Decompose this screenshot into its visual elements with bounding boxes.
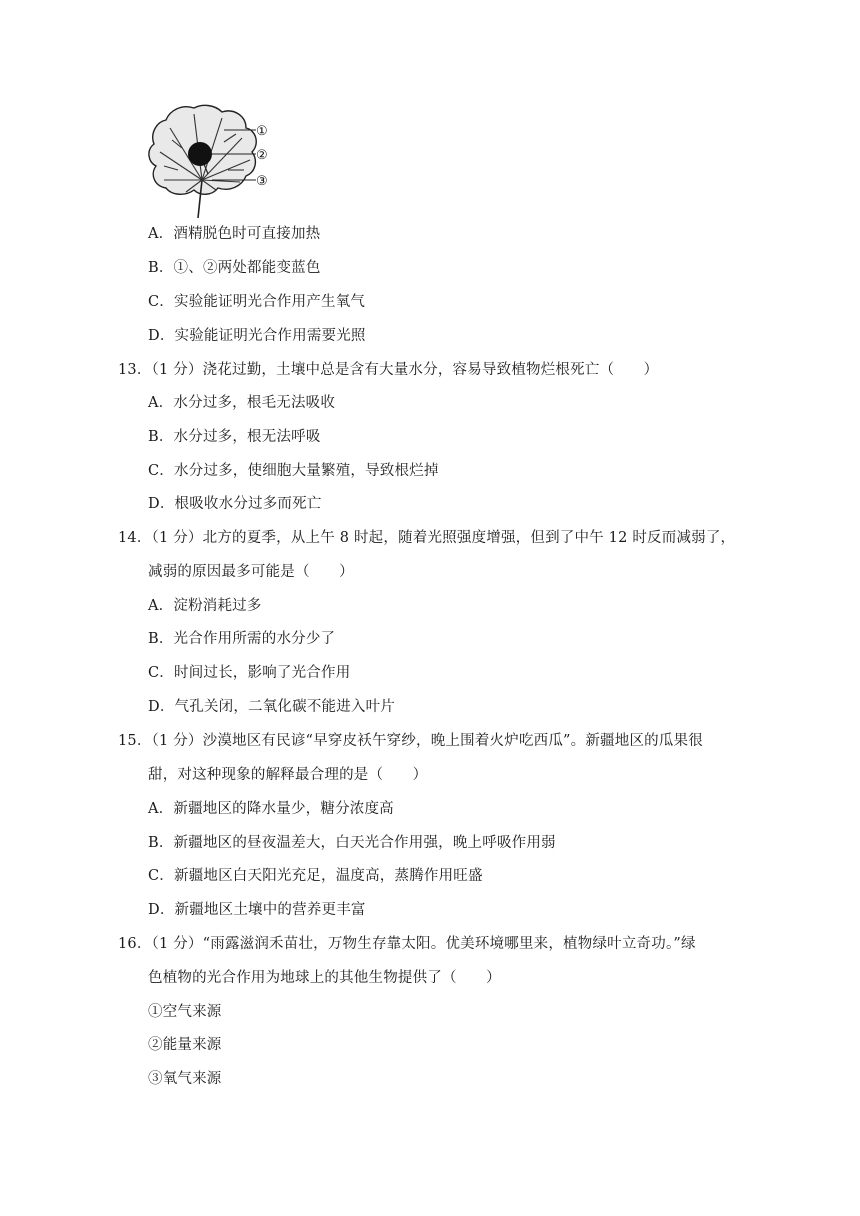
- q15-option-d: D．新疆地区土壤中的营养更丰富: [148, 902, 366, 918]
- q13-option-d: D．根吸收水分过多而死亡: [148, 496, 322, 512]
- q15-option-b: B．新疆地区的昼夜温差大，白天光合作用强，晚上呼吸作用弱: [148, 835, 556, 851]
- q14-option-c: C．时间过长，影响了光合作用: [148, 665, 351, 681]
- q16-item-1: ①空气来源: [148, 1004, 222, 1020]
- q12-option-d: D．实验能证明光合作用需要光照: [148, 328, 366, 344]
- q13-option-b: B．水分过多，根无法呼吸: [148, 429, 321, 445]
- q14-stem-line2: 减弱的原因最多可能是（ ）: [148, 564, 354, 580]
- q14-option-d: D．气孔关闭，二氧化碳不能进入叶片: [148, 699, 396, 715]
- q13-option-c: C．水分过多，使细胞大量繁殖，导致根烂掉: [148, 463, 439, 479]
- q14-stem-line1: 14．（1 分）北方的夏季，从上午 8 时起，随着光照强度增强，但到了中午 12 时反而减弱了，: [118, 530, 736, 546]
- q14-option-b: B．光合作用所需的水分少了: [148, 631, 336, 647]
- q15-option-c: C．新疆地区白天阳光充足，温度高，蒸腾作用旺盛: [148, 868, 483, 884]
- figure-label-1: ①: [256, 124, 268, 139]
- q14-option-a: A．淀粉消耗过多: [148, 598, 262, 614]
- q15-option-a: A．新疆地区的降水量少，糖分浓度高: [148, 801, 394, 817]
- q13-stem: 13．（1 分）浇花过勤，土壤中总是含有大量水分，容易导致植物烂根死亡（ ）: [118, 362, 659, 378]
- figure-label-3: ③: [256, 174, 268, 189]
- leaf-figure: [142, 100, 282, 218]
- covered-spot: [188, 142, 212, 166]
- figure-label-2: ②: [256, 148, 268, 163]
- q16-item-3: ③氧气来源: [148, 1071, 222, 1087]
- q12-option-b: B．①、②两处都能变蓝色: [148, 260, 321, 276]
- q12-option-c: C．实验能证明光合作用产生氧气: [148, 294, 366, 310]
- q12-option-a: A．酒精脱色时可直接加热: [148, 226, 321, 242]
- q13-option-a: A．水分过多，根毛无法吸收: [148, 395, 336, 411]
- q16-stem-line1: 16．（1 分）“雨露滋润禾苗壮，万物生存靠太阳。优美环境哪里来，植物绿叶立奇功。”绿: [118, 936, 696, 952]
- q16-item-2: ②能量来源: [148, 1037, 222, 1053]
- q16-stem-line2: 色植物的光合作用为地球上的其他生物提供了（ ）: [148, 970, 501, 986]
- q15-stem-line2: 甜，对这种现象的解释最合理的是（ ）: [148, 767, 428, 783]
- q15-stem-line1: 15．（1 分）沙漠地区有民谚“早穿皮袄午穿纱，晚上围着火炉吃西瓜”。新疆地区的瓜果很: [118, 733, 703, 749]
